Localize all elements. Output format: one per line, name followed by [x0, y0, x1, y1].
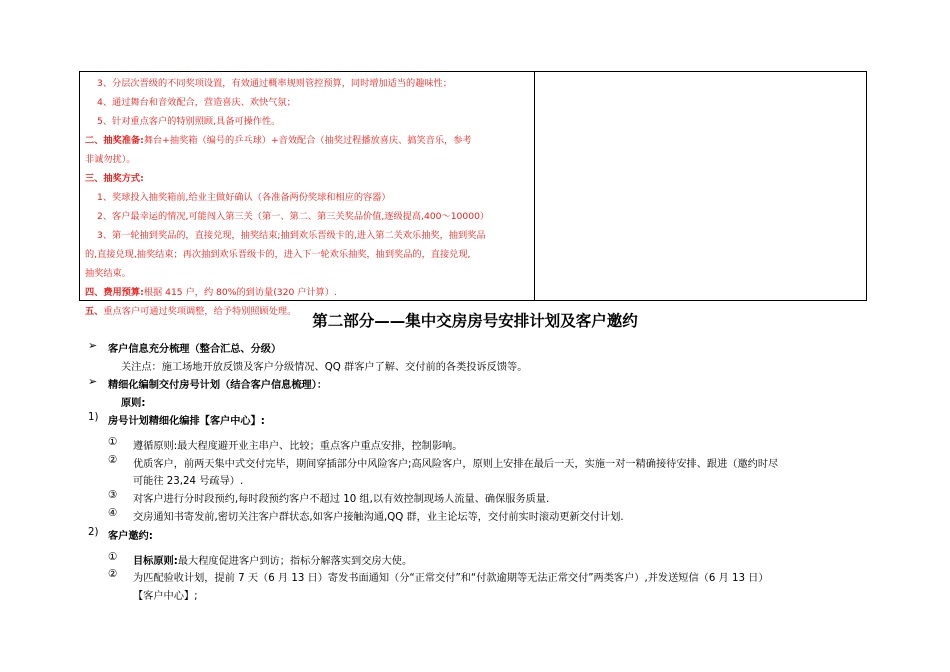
method-3c: 抽奖结束。 — [85, 268, 131, 279]
item-1-point-2a: 优质客户，前两天集中式交付完毕，期间穿插部分中风险客户;高风险客户，原则上安排在最后一天，实施一对一精确接待安排、跟进（邀约时尽 — [133, 459, 779, 470]
method-1: 1、奖球投入抽奖箱前,给业主做好确认（各准备两份奖球和相应的容器） — [97, 192, 391, 203]
item-1-title: 房号计划精细化编排【客户中心】: — [108, 416, 265, 427]
bullet-1-text: 关注点：施工场地开放反馈及客户分级情况、QQ 群客户了解、交付前的各类投诉反馈等。 — [121, 362, 528, 373]
item-1-point-3: 对客户进行分时段预约,每时段预约客户不超过 10 组,以有效控制现场人流量、确保服务质量. — [133, 494, 550, 505]
prep-line-2: 非诚勿扰）。 — [85, 154, 136, 165]
target-principle-text: 最大程度促进客户到访；指标分解落实到交房大使。 — [177, 556, 413, 567]
vip-heading: 五、 — [85, 306, 104, 317]
plan-line-3: 3、分层次晋级的不同奖项设置，有效通过概率规则管控预算，同时增加适当的趣味性； — [97, 78, 452, 89]
circled-number: ③ — [108, 489, 118, 501]
item-1-point-4: 交房通知书寄发前,密切关注客户群状态,如客户接触沟通,QQ 群，业主论坛等，交付前实时滚动更新交付计划. — [133, 512, 624, 523]
vip-text: 重点客户可通过奖项调整，给予特别照顾处理。 — [103, 306, 297, 317]
method-2: 2、客户最幸运的情况,可能闯入第三关（第一、第二、第三关奖品价值,逐级提高,400～10000） — [97, 211, 490, 222]
principle-label: 原则: — [121, 398, 146, 409]
budget-heading: 四、费用预算: — [85, 287, 144, 298]
item-2-point-2b: 【客户中心】; — [133, 591, 198, 602]
method-heading: 三、抽奖方式: — [85, 173, 144, 184]
item-2-title: 客户邀约: — [108, 531, 153, 542]
circled-number: ① — [108, 551, 118, 563]
circled-number: ① — [108, 436, 118, 448]
lottery-plan-cell — [85, 74, 531, 321]
item-1-number: 1) — [88, 412, 99, 423]
item-2-number: 2) — [88, 527, 99, 538]
budget-line — [85, 283, 531, 302]
item-1-point-2b: 可能往 23,24 号疏导）. — [133, 476, 244, 487]
prep-line — [85, 131, 531, 150]
circled-number: ④ — [108, 507, 118, 519]
method-3a: 3、第一轮抽到奖品的，直接兑现，抽奖结束;抽到欢乐晋级卡的,进入第二关欢乐抽奖，抽到奖品 — [97, 230, 486, 241]
item-1-point-1: 遵循原则:最大程度避开业主串户、比较；重点客户重点安排，控制影响。 — [133, 441, 463, 452]
circled-number: ② — [108, 454, 118, 466]
table-divider — [534, 72, 535, 300]
circled-number: ② — [108, 568, 118, 580]
arrow-bullet-icon: ➢ — [88, 339, 98, 352]
plan-line-4: 4、通过舞台和音效配合，营造喜庆、欢快气氛； — [97, 97, 296, 108]
arrow-bullet-icon: ➢ — [88, 375, 98, 388]
method-3b: 的,直接兑现,抽奖结束；再次抽到欢乐晋级卡的，进入下一轮欢乐抽奖，抽到奖品的，直接兑现, — [85, 249, 471, 260]
item-2-point-2a: 为匹配验收计划，提前 7 天（6 月 13 日）寄发书面通知（分“正常交付”和“付款逾期等无法正常交付”两类客户）,并发送短信（6 月 13 日） — [133, 573, 769, 584]
budget-text: 根据 415 户，约 80%的到访量(320 户计算）. — [143, 287, 337, 298]
target-principle-label: 目标原则: — [133, 556, 178, 567]
item-2-point-1 — [133, 552, 412, 567]
prep-text: 舞台+抽奖箱（编号的乒乓球）+音效配合（抽奖过程播放喜庆、搞笑音乐，参考 — [143, 135, 472, 146]
bullet-2-title: 精细化编制交付房号计划（结合客户信息梳理）： — [108, 380, 328, 391]
plan-table — [79, 71, 867, 317]
prep-heading: 二、抽奖准备: — [85, 135, 144, 146]
section-title: 第二部分——集中交房房号安排计划及客户邀约 — [312, 312, 638, 330]
plan-line-5: 5、针对重点客户的特别照顾,具备可操作性。 — [97, 116, 281, 127]
bullet-1-title: 客户信息充分梳理（整合汇总、分级） — [108, 344, 282, 355]
